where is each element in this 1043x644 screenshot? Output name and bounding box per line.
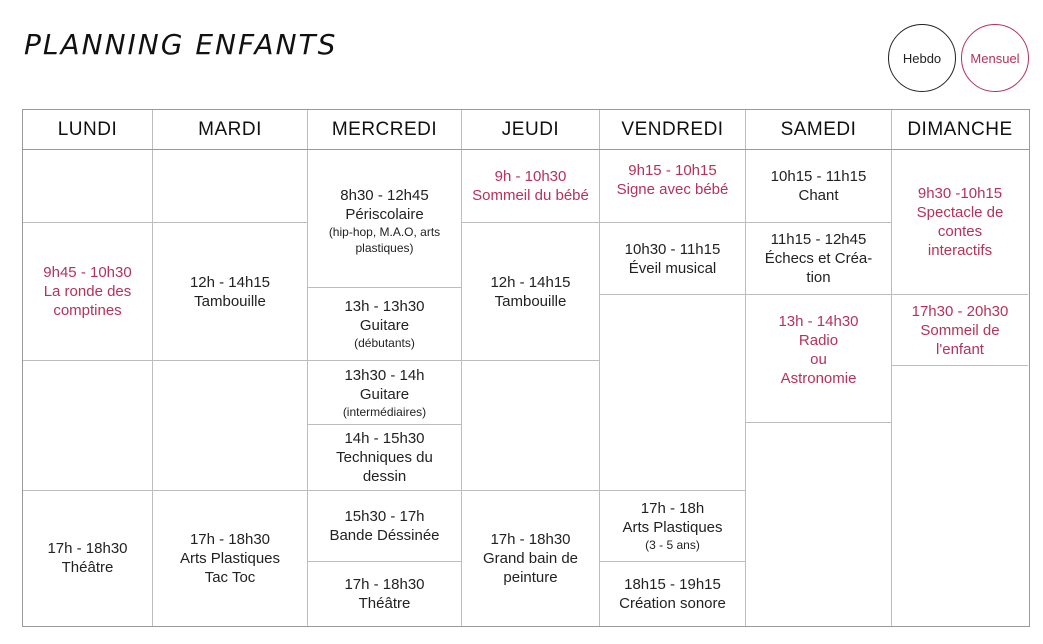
activity-mercredi-theatre[interactable]: [308, 562, 461, 625]
activity-name: Périscolaire: [345, 205, 424, 223]
day-header-dimanche: DIMANCHE: [907, 119, 1013, 140]
page-title: PLANNING ENFANTS: [24, 28, 338, 61]
activity-time: 9h15 - 10h15: [628, 162, 717, 179]
activity-time: 17h - 18h30: [47, 540, 128, 557]
activity-note: (hip-hop, M.A.O, arts plastiques): [328, 224, 441, 255]
activity-time: 17h30 - 20h30: [911, 302, 1009, 320]
activity-note: (intermédiaires): [342, 404, 427, 419]
activity-name: Échecs et Créa-tion: [764, 250, 873, 286]
activity-dimanche-sommeil-enfant[interactable]: [892, 295, 1028, 365]
activity-name: Création sonore: [619, 594, 726, 612]
row-divider: [599, 294, 745, 295]
row-divider: [891, 365, 1028, 366]
activity-name: Théâtre: [61, 559, 114, 576]
activity-name: Chant: [798, 187, 839, 204]
activity-time: 10h15 - 11h15: [770, 168, 867, 185]
activity-time: 9h45 - 10h30: [43, 264, 132, 281]
activity-name: Guitare: [359, 385, 410, 403]
activity-samedi-echecs[interactable]: [746, 223, 891, 294]
activity-time: 8h30 - 12h45: [340, 186, 429, 204]
activity-dimanche-spectacle[interactable]: [892, 150, 1028, 294]
day-header-mercredi: MERCREDI: [331, 119, 438, 140]
activity-time: 11h15 - 12h45: [770, 231, 867, 248]
day-header-mardi: MARDI: [198, 119, 262, 140]
activity-jeudi-grand-bain[interactable]: [462, 491, 599, 625]
activity-lundi-comptines[interactable]: [23, 223, 152, 360]
activity-name: Signe avec bébé: [616, 181, 729, 198]
weekly-view-button[interactable]: Hebdo: [888, 24, 956, 92]
row-divider: [23, 360, 307, 361]
activity-time: 9h30 -10h15: [917, 185, 1003, 202]
activity-note: (débutants): [354, 336, 415, 350]
row-divider: [745, 422, 891, 423]
day-header-lundi: LUNDI: [57, 119, 118, 140]
activity-name: Tambouille: [494, 292, 567, 310]
activity-time: 17h - 18h: [640, 500, 705, 517]
activity-name: Tambouille: [194, 292, 266, 310]
activity-time: 9h - 10h30: [494, 168, 567, 185]
activity-samedi-chant[interactable]: [746, 150, 891, 222]
activity-time: 14h - 15h30: [344, 430, 425, 447]
activity-vendredi-creation-sonore[interactable]: [600, 562, 745, 625]
activity-name: Guitare: [359, 317, 410, 334]
activity-name: Sommeil du bébé: [472, 187, 589, 204]
activity-jeudi-sommeil-bebe[interactable]: [462, 150, 599, 222]
activity-mercredi-guitare-debutants[interactable]: [308, 288, 461, 360]
activity-name-2: Tac Toc: [204, 568, 256, 586]
activity-mercredi-bande-dessinee[interactable]: [308, 491, 461, 561]
activity-mardi-tambouille[interactable]: [153, 223, 307, 360]
row-divider: [461, 360, 599, 361]
monthly-view-button[interactable]: Mensuel: [961, 24, 1029, 92]
activity-note: (3 - 5 ans): [645, 538, 700, 552]
activity-lundi-theatre[interactable]: [23, 491, 152, 625]
day-header-jeudi: JEUDI: [501, 119, 560, 140]
activity-time: 12h - 14h15: [189, 273, 271, 291]
activity-name: Arts Plastiques: [179, 549, 281, 567]
activity-name-2: ou: [810, 351, 827, 368]
activity-name: Spectacle de contes interactifs: [916, 204, 1004, 259]
activity-name: Bande Déssinée: [329, 527, 440, 544]
activity-time: 13h - 13h30: [344, 298, 425, 315]
activity-mercredi-periscolaire[interactable]: [308, 150, 461, 287]
activity-time: 15h30 - 17h: [344, 508, 425, 525]
activity-name: Techniques du dessin: [336, 449, 433, 485]
activity-name: La ronde des comptines: [43, 283, 132, 319]
activity-vendredi-arts-plastiques[interactable]: [600, 491, 745, 561]
activity-time: 12h - 14h15: [490, 273, 571, 291]
activity-time: 17h - 18h30: [344, 575, 425, 593]
activity-time: 18h15 - 19h15: [624, 575, 721, 593]
activity-vendredi-eveil-musical[interactable]: [600, 223, 745, 294]
activity-time: 13h30 - 14h: [344, 366, 425, 384]
activity-samedi-radio-astronomie[interactable]: [746, 295, 891, 405]
activity-name: Arts Plastiques: [622, 519, 723, 536]
activity-time: 10h30 - 11h15: [624, 240, 721, 258]
activity-mercredi-guitare-intermediaires[interactable]: [308, 361, 461, 424]
activity-time: 17h - 18h30: [189, 530, 271, 548]
activity-name: Sommeil de l'enfant: [920, 321, 1000, 358]
activity-name-3: Astronomie: [780, 370, 857, 387]
activity-mardi-arts-plastiques[interactable]: [153, 491, 307, 625]
activity-name: Grand bain de peinture: [482, 549, 579, 586]
activity-name: Radio: [798, 332, 839, 349]
activity-mercredi-techniques-dessin[interactable]: [308, 425, 461, 490]
activity-name: Théâtre: [358, 594, 411, 612]
day-header-vendredi: VENDREDI: [621, 119, 724, 140]
activity-time: 17h - 18h30: [490, 530, 571, 548]
activity-jeudi-tambouille[interactable]: [462, 223, 599, 360]
activity-name: Éveil musical: [628, 259, 717, 277]
activity-time: 13h - 14h30: [778, 313, 859, 330]
activity-vendredi-signe-bebe[interactable]: [600, 150, 745, 210]
day-header-samedi: SAMEDI: [780, 119, 857, 140]
